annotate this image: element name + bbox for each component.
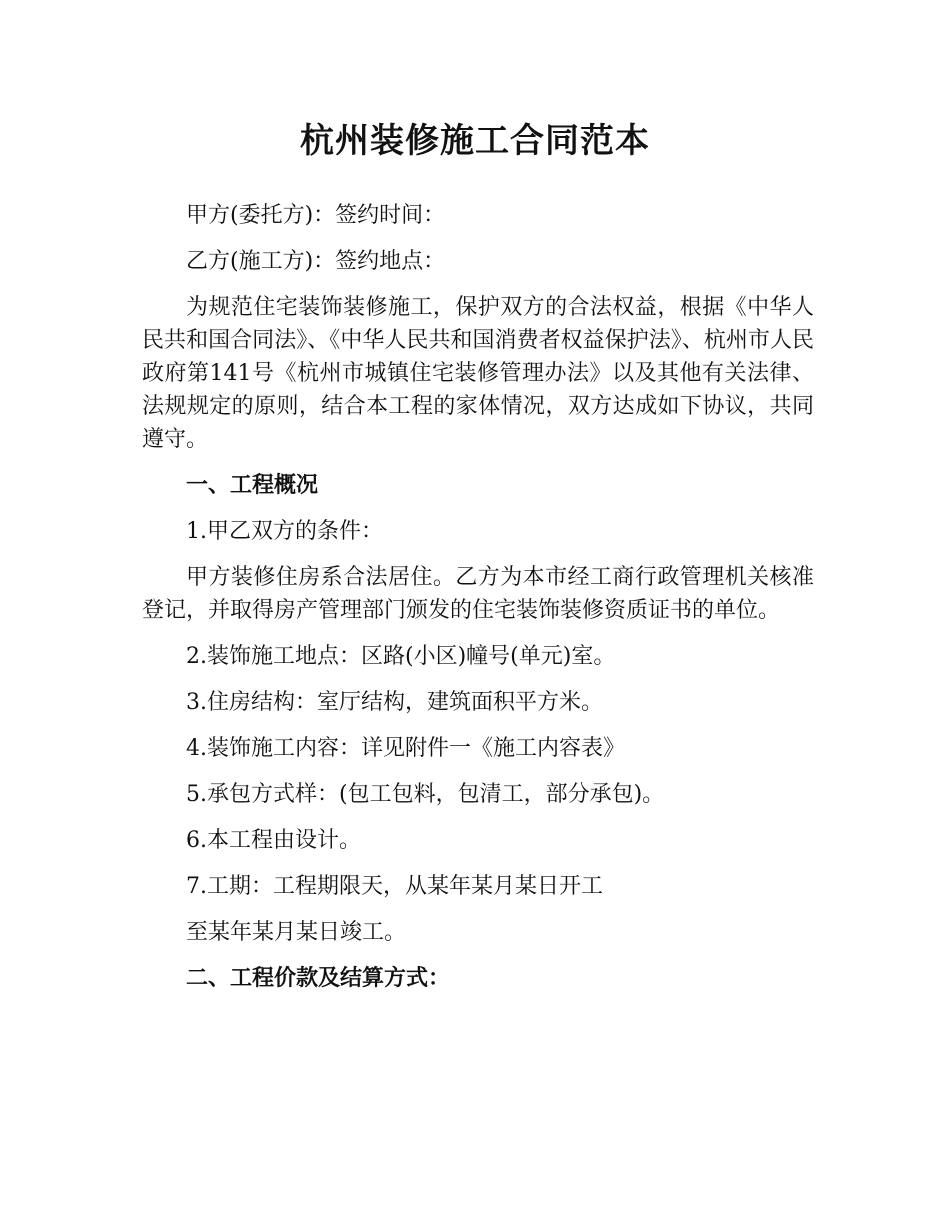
clause-2: 2.装饰施工地点：区路(小区)幢号(单元)室。 xyxy=(186,644,616,669)
clause-1-detail: 甲方装修住房系合法居住。乙方为本市经工商行政管理机关核准登记，并取得房产管理部门颁发的住宅装饰装修资质证书的单位。 xyxy=(142,565,814,623)
section-heading-price-settlement: 二、工程价款及结算方式： xyxy=(186,966,451,991)
clause-7: 7.工期：工程期限天，从某年某月某日开工 xyxy=(186,874,603,899)
clause-7-continued: 至某年某月某日竣工。 xyxy=(186,920,407,945)
clause-4: 4.装饰施工内容：详见附件一《施工内容表》 xyxy=(186,736,625,761)
preamble-paragraph: 为规范住宅装饰装修施工，保护双方的合法权益，根据《中华人民共和国合同法》、《中华人民共和国消费者权益保护法》、杭州市人民政府第141号《杭州市城镇住宅装修管理办法》以及其他有关法律、法规规定的原则，结合本工程的家体情况，双方达成如下协议，共同遵守。 xyxy=(142,295,814,452)
clause-3: 3.住房结构：室厅结构，建筑面积平方米。 xyxy=(186,690,603,715)
clause-5: 5.承包方式样：(包工包料，包清工，部分承包)。 xyxy=(186,782,665,807)
party-b-line: 乙方(施工方)：签约地点： xyxy=(186,249,446,274)
section-heading-project-overview: 一、工程概况 xyxy=(186,473,319,498)
clause-1: 1.甲乙双方的条件： xyxy=(186,519,383,544)
party-a-line: 甲方(委托方)：签约时间： xyxy=(186,203,446,228)
document-title: 杭州装修施工合同范本 xyxy=(300,121,650,161)
document-body xyxy=(142,199,814,1008)
clause-6: 6.本工程由设计。 xyxy=(186,828,361,853)
